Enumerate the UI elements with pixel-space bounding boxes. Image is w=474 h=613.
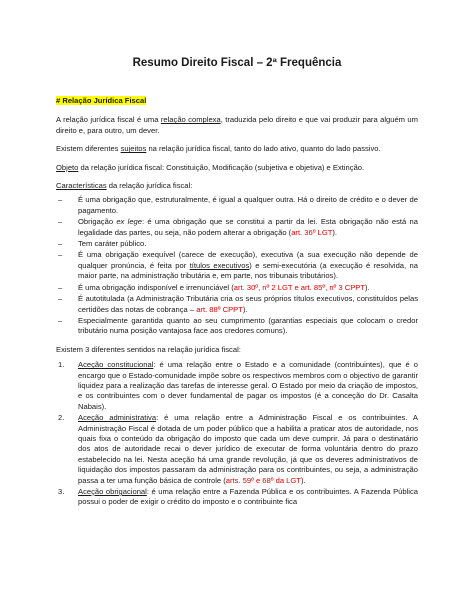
- citation: arts. 59º e 68º da LGT: [225, 475, 301, 485]
- citation: art. 88º CPPT: [196, 304, 243, 314]
- paragraph-characteristics: Características da relação jurídica fiscal:: [56, 181, 193, 191]
- list-item: – É uma obrigação exequível (carece de execução), executiva (a sua execução não depende de qualquer pronúncia, é feita por títulos executivos) e semi-executória (a execução é resolvida, na maior parte, na administração tributária e, em parte, nos tribunais tributários).: [56, 250, 418, 281]
- list-item: – É autotitulada (a Administração Tributária cria os seus próprios títulos executivos, constituídos pelas certidões das notas de cobrança – art. 88º CPPT).: [56, 294, 418, 315]
- list-item: 3. Aceção obrigacional: é uma relação entre a Fazenda Pública e os contribuintes. A Fazenda Pública possui o poder de exigir o crédito do imposto e o contribuinte fica: [58, 487, 418, 507]
- list-item: – É uma obrigação que, estruturalmente, é igual a qualquer outra. Há o direito de crédito e o dever de pagamento.: [56, 195, 418, 216]
- list-item: – Obrigação ex lege: é uma obrigação que se constitui a partir da lei. Esta obrigação não está na legalidade das partes, ou seja, não podem alterar a obrigação (art. 36º LGT).: [56, 217, 418, 238]
- document-title: Resumo Direito Fiscal – 2ª Frequência: [132, 57, 342, 69]
- paragraph-senses: Existem 3 diferentes sentidos na relação jurídica fiscal:: [56, 344, 241, 354]
- list-item: 2. Aceção administrativa: é uma relação entre a Administração Fiscal e os contribuintes. A Administração Fiscal é dotada de um poder público que a habilita a praticar atos de autoridade, nos quais fixa o conteúdo da obrigação do imposto que cada um deve cumprir. Já para o destinatário dos atos de autoridade recai o dever jurídico de executar de forma voluntária dentro do prazo estabelecido na lei. Nesta aceção há uma grande revolução, já que os deveres administrativos de liquidação dos impostos passaram da administração para os contribuintes, ou seja, a administração passa a ter uma função básica de controle (arts. 59º e 68º da LGT).: [58, 413, 418, 485]
- document-body: [56, 96, 418, 509]
- citation: art. 30º, nº 2 LGT e art. 85º, nº 3 CPPT: [233, 282, 366, 292]
- characteristics-list: [56, 195, 418, 336]
- list-item: 1. Aceção constitucional: é uma relação entre o Estado e a comunidade (contribuintes), que é o encargo que o Estado-comunidade impõe sobre os respectivos membros com o objectivo de garantir liquidez para a realização das tarefas de interesse geral. O Estado por meio da criação de impostos, e os contribuintes com o dever fundamental de pagar os impostos (é a conceção do Dr. Casalta Nabais).: [58, 360, 418, 411]
- paragraph-object: Objeto da relação jurídica fiscal: Constituição, Modificação (subjetiva e objetiva) e Extinção.: [56, 162, 365, 172]
- list-item: – É uma obrigação indisponível e irrenunciável (art. 30º, nº 2 LGT e art. 85º, nº 3 CPPT).: [56, 283, 418, 293]
- section-heading: [56, 96, 418, 106]
- paragraph-subjects: Existem diferentes sujeitos na relação jurídica fiscal, tanto do lado ativo, quanto do lado passivo.: [56, 144, 381, 154]
- citation: art. 36º LGT: [291, 227, 333, 237]
- paragraph-definition: A relação jurídica fiscal é uma relação complexa, traduzida pelo direito e que vai produzir para alguém um direito e, para outro, um dever.: [56, 115, 418, 135]
- section-heading-text: # Relação Jurídica Fiscal: [56, 96, 147, 105]
- senses-list: [56, 360, 418, 508]
- list-item: – Tem caráter público.: [56, 239, 418, 249]
- list-item: – Especialmente garantida quanto ao seu cumprimento (garantias especiais que colocam o credor tributário numa posição vantajosa face aos credores comuns).: [56, 316, 418, 337]
